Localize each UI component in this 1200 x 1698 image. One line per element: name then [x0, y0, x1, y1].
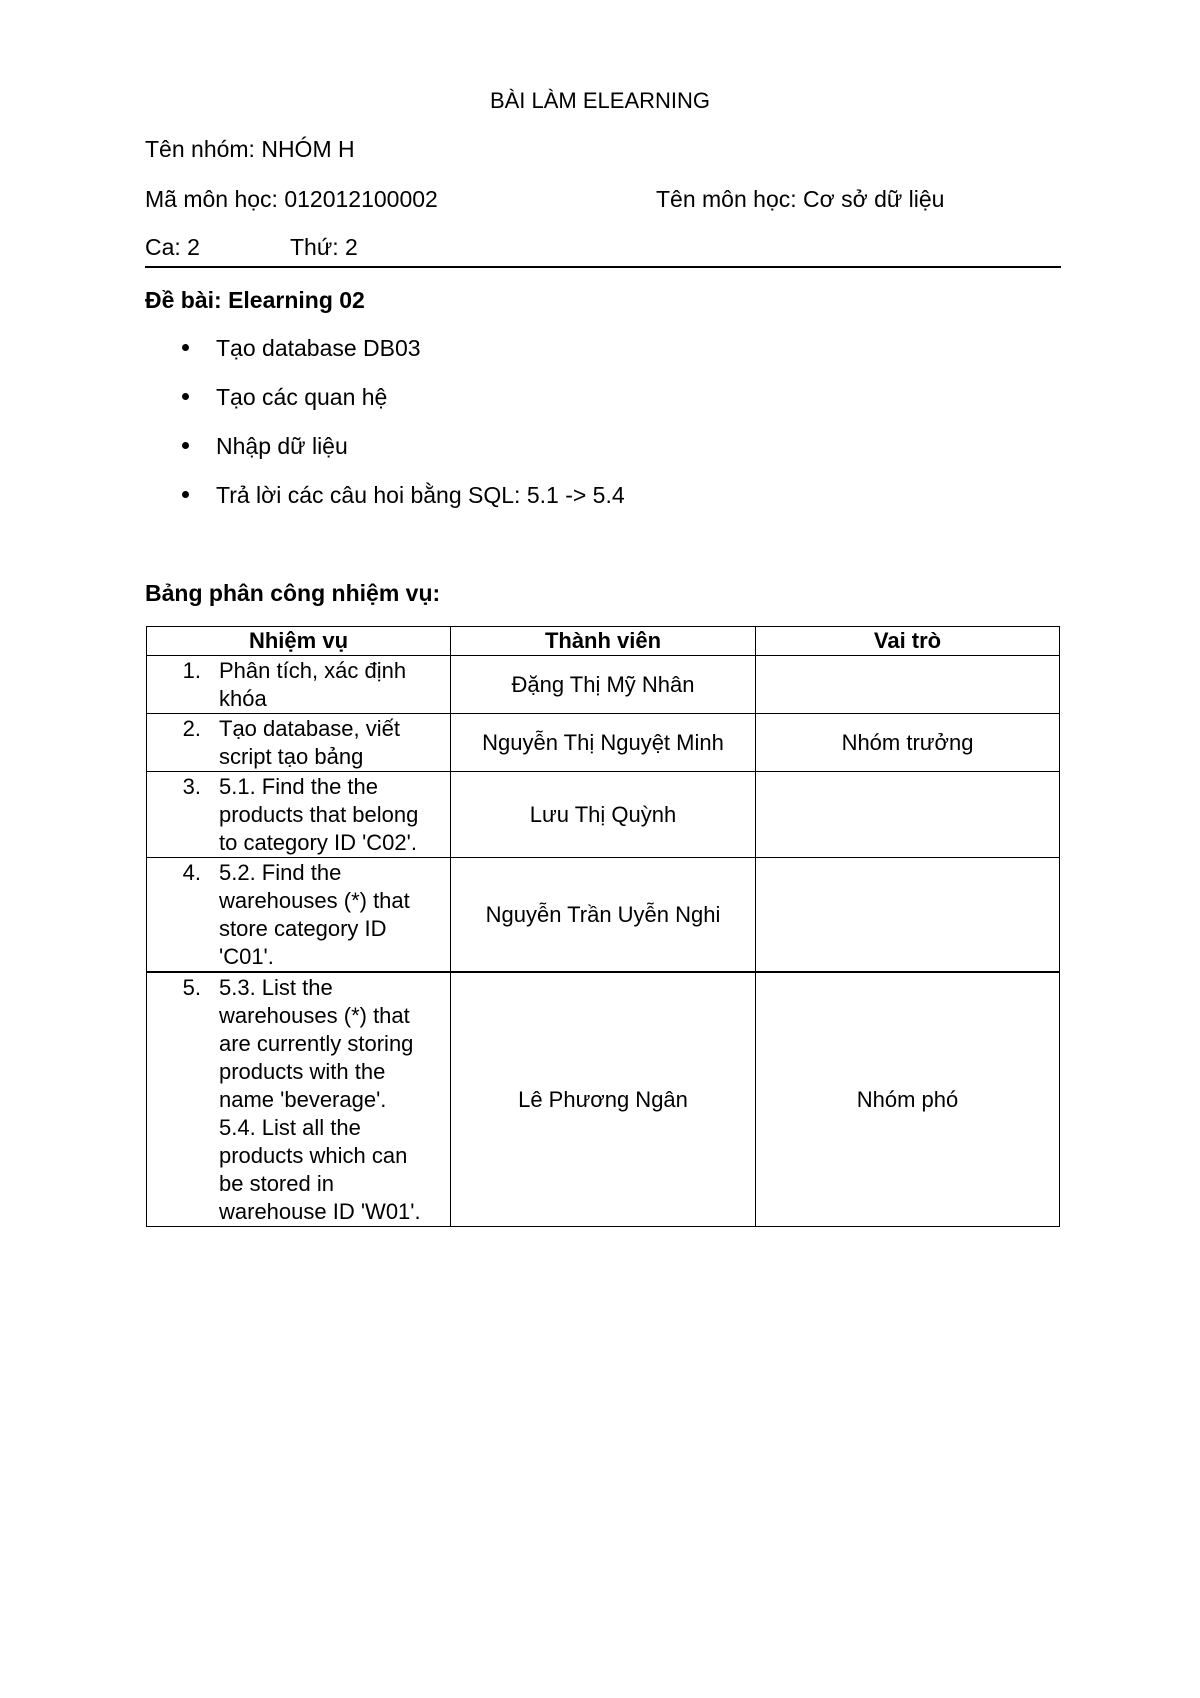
task-description: 5.1. Find the the products that belong to category ID 'C02'. [219, 774, 419, 855]
bullet-icon [182, 491, 189, 498]
role-cell [756, 858, 1060, 973]
weekday: Thứ: 2 [290, 234, 358, 260]
task-cell [147, 972, 451, 1227]
assignment-heading: Đề bài: Elearning 02 [145, 287, 365, 313]
task-number: 4. [182, 860, 201, 885]
member-cell: Nguyễn Trần Uyễn Nghi [451, 858, 756, 973]
task-description: Phân tích, xác định khóa [219, 658, 407, 711]
role-cell: Nhóm trưởng [756, 714, 1060, 772]
role-cell [756, 772, 1060, 858]
list-item: Tạo database DB03 [182, 335, 421, 362]
table-row [147, 772, 1060, 858]
member-cell: Lê Phương Ngân [451, 972, 756, 1227]
role-cell [756, 656, 1060, 714]
task-cell [147, 858, 451, 973]
column-header-member: Thành viên [451, 627, 756, 656]
bullet-icon [182, 442, 189, 449]
task-cell [147, 714, 451, 772]
list-item: Tạo các quan hệ [182, 384, 387, 411]
table-row [147, 656, 1060, 714]
table-row [147, 858, 1060, 973]
course-name: Tên môn học: Cơ sở dữ liệu [656, 186, 945, 212]
table-header-row [147, 627, 1060, 656]
document-title: BÀI LÀM ELEARNING [489, 88, 711, 113]
bullet-icon [182, 393, 189, 400]
task-assignment-table [146, 626, 1060, 1227]
task-number: 1. [182, 658, 201, 683]
member-cell: Nguyễn Thị Nguyệt Minh [451, 714, 756, 772]
task-number: 2. [182, 716, 201, 741]
list-item: Trả lời các câu hoi bằng SQL: 5.1 -> 5.4 [182, 482, 625, 509]
course-code: Mã môn học: 012012100002 [145, 186, 438, 212]
member-cell: Lưu Thị Quỳnh [451, 772, 756, 858]
task-table-heading: Bảng phân công nhiệm vụ: [145, 580, 441, 606]
column-header-role: Vai trò [756, 627, 1060, 656]
shift: Ca: 2 [145, 234, 200, 260]
list-item: Nhập dữ liệu [182, 433, 348, 460]
group-name: Tên nhóm: NHÓM H [145, 136, 355, 162]
bullet-icon [182, 344, 189, 351]
role-cell: Nhóm phó [756, 972, 1060, 1227]
table-row [147, 972, 1060, 1227]
task-description: Tạo database, viết script tạo bảng [219, 716, 401, 769]
task-cell [147, 656, 451, 714]
task-number: 5. [182, 975, 201, 1000]
header-divider [145, 266, 1061, 268]
table-row [147, 714, 1060, 772]
task-cell [147, 772, 451, 858]
task-description: 5.3. List the warehouses (*) that are currently storing products with the name 'beverage'. 5.4. List all the products which can be stored in warehouse ID 'W01'. [219, 975, 421, 1224]
task-description: 5.2. Find the warehouses (*) that store category ID 'C01'. [219, 860, 410, 969]
member-cell: Đặng Thị Mỹ Nhân [451, 656, 756, 714]
column-header-task: Nhiệm vụ [147, 627, 451, 656]
task-number: 3. [182, 774, 201, 799]
